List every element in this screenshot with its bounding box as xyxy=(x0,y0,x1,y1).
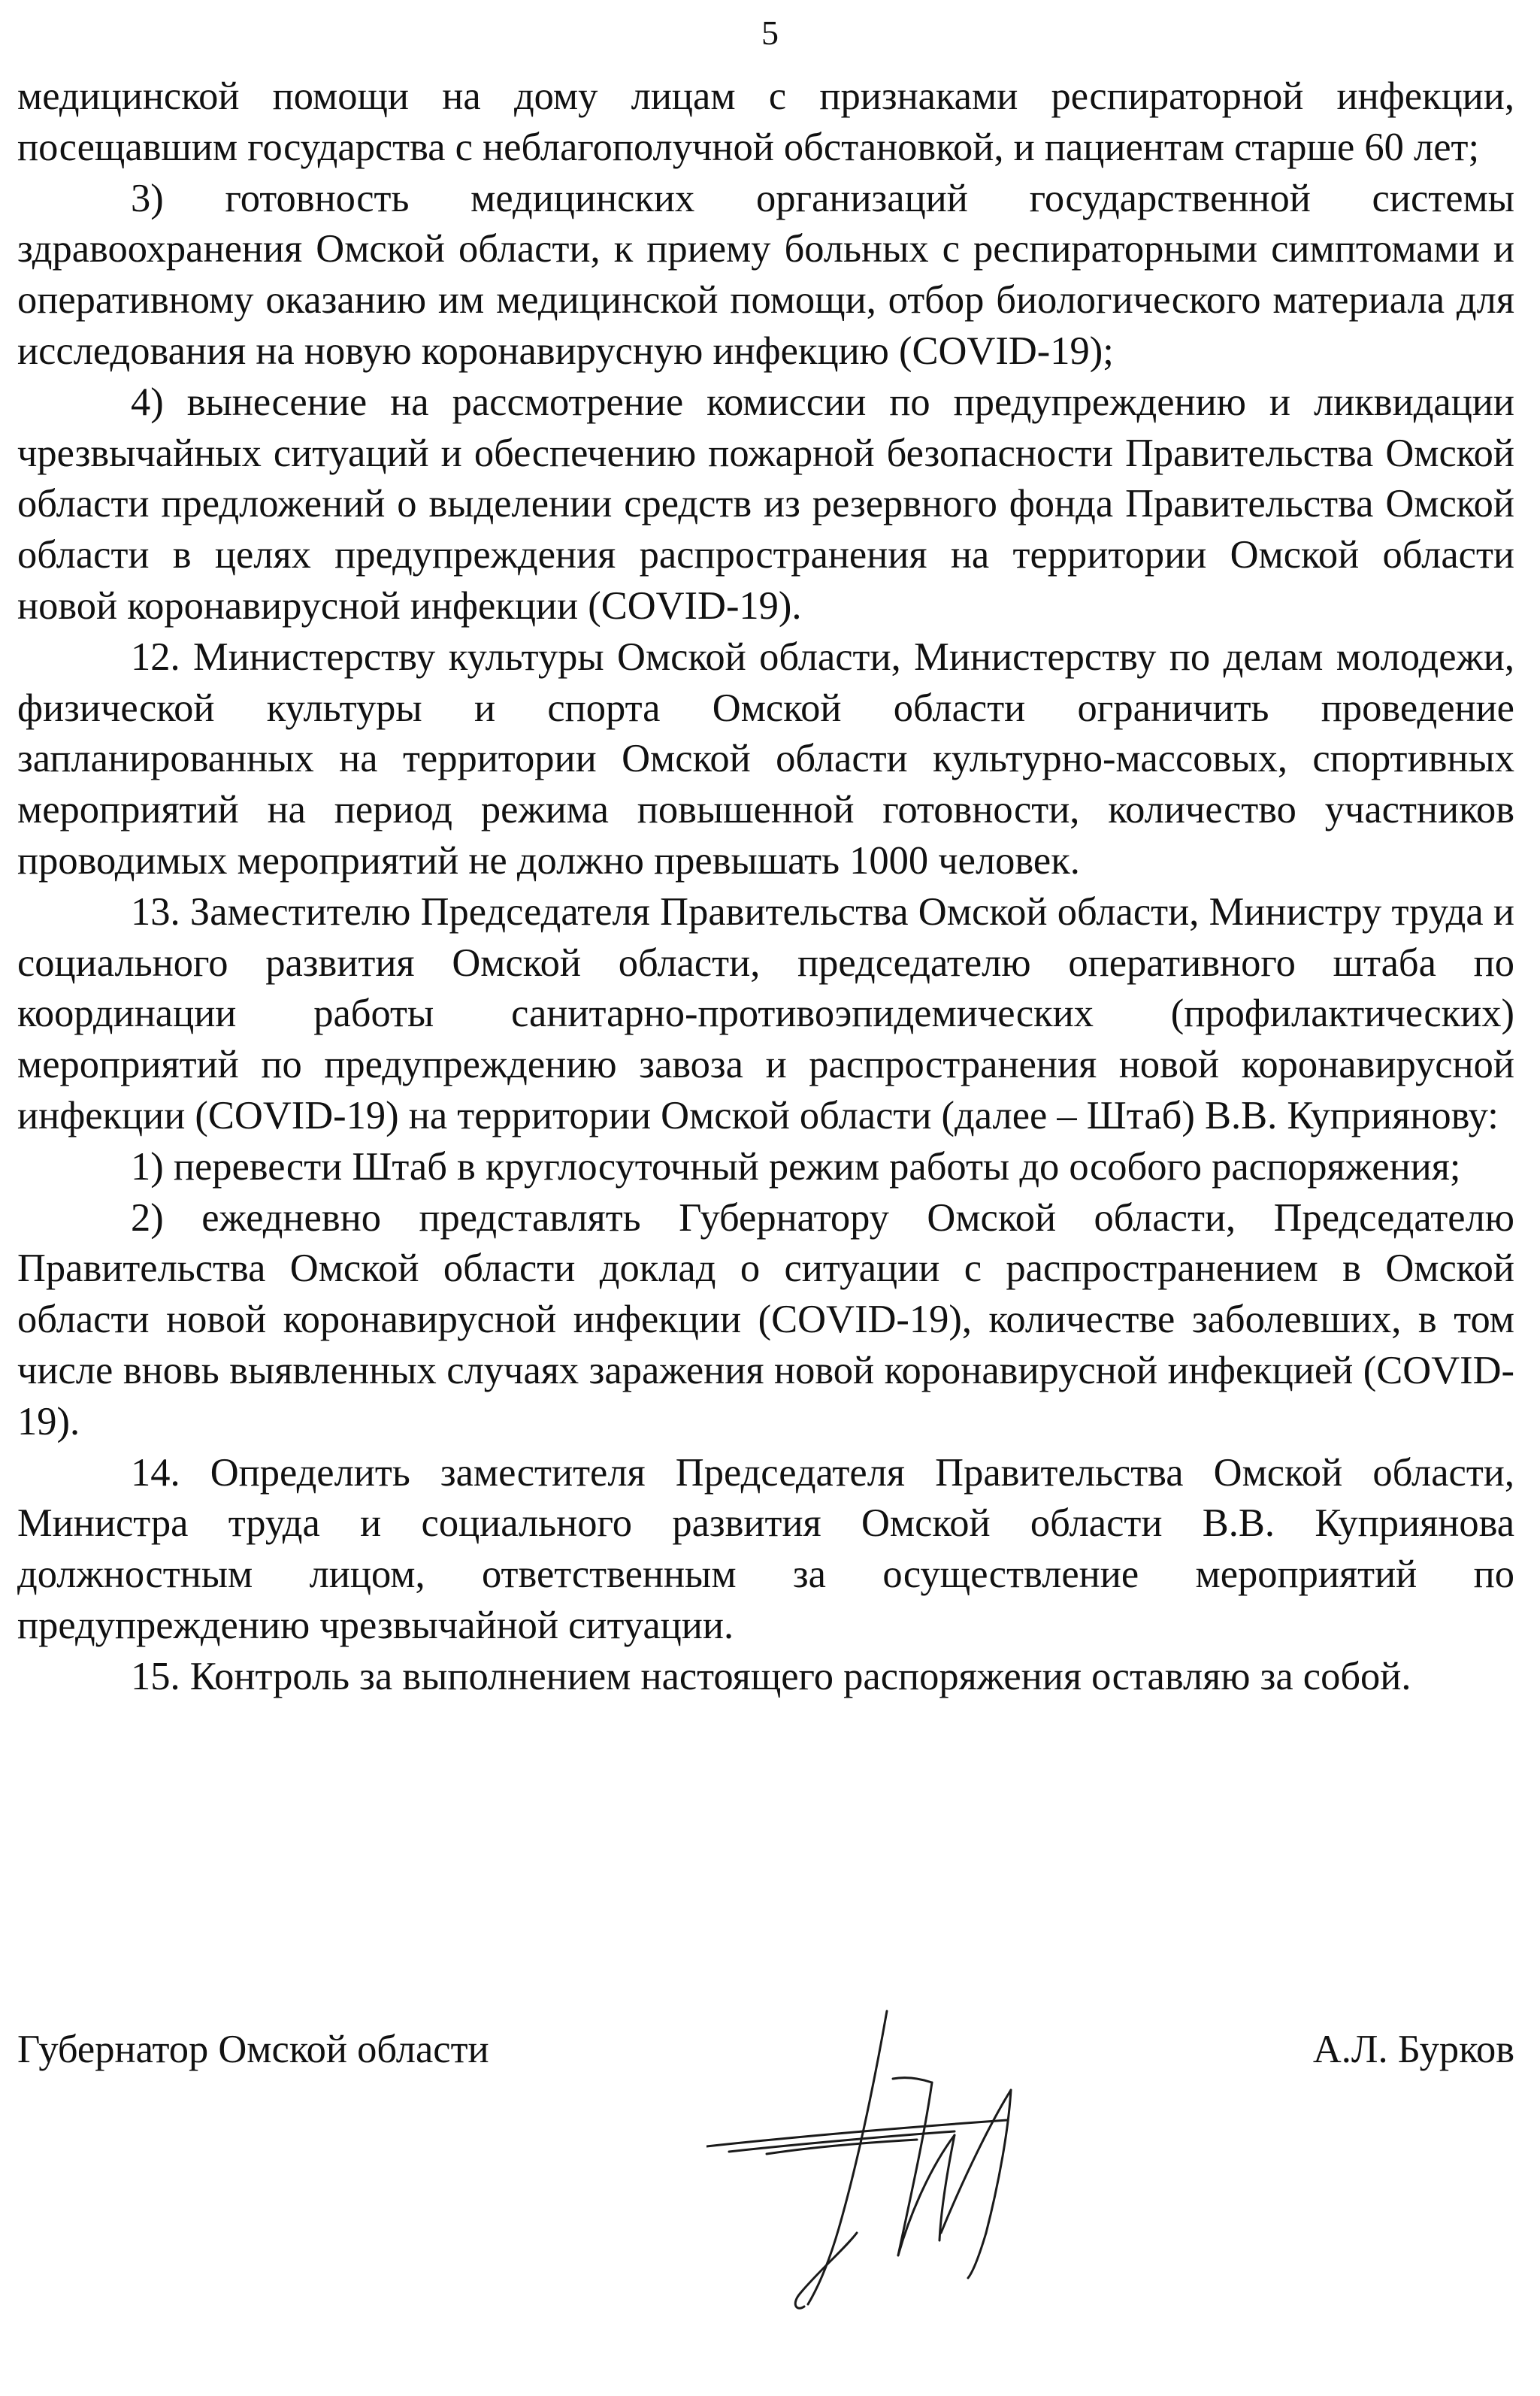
paragraph: 14. Определить заместителя Председателя Правительства Омской области, Министра труда и социального развития Омской области В.В. Куприянова должностным лицом, ответственным за осуществление мероприятий по предупреждению чрезвычайной ситуации. xyxy=(17,1450,1514,1647)
paragraph: 12. Министерству культуры Омской области, Министерству по делам молодежи, физической культуры и спорта Омской области ограничить проведение запланированных на территории Омской области культурно-массовых, спортивных мероприятий на период режима повышенной готовности, количество участников проводимых мероприятий не должно превышать 1000 человек. xyxy=(17,635,1514,883)
signer-name: А.Л. Бурков xyxy=(1312,2028,1514,2071)
paragraph: медицинской помощи на дому лицам с признаками респираторной инфекции, посещавшим государства с неблагополучной обстановкой, и пациентам старше 60 лет; xyxy=(17,74,1514,169)
paragraph: 13. Заместителю Председателя Правительства Омской области, Министру труда и социального развития Омской области, председателю оперативного штаба по координации работы санитарно-противоэпидемических (профилактических) мероприятий по предупреждению завоза и распространения новой коронавирусной инфекции (COVID-19) на территории Омской области (далее – Штаб) В.В. Куприянову: xyxy=(17,889,1514,1137)
paragraph: 2) ежедневно представлять Губернатору Омской области, Председателю Правительства Омской области доклад о ситуации с распространением в Омской области новой коронавирусной инфекции (COVID-19), количестве заболевших, в том числе вновь выявленных случаях заражения новой коронавирусной инфекцией (COVID-19). xyxy=(17,1195,1514,1443)
paragraph: 1) перевести Штаб в круглосуточный режим работы до особого распоряжения; xyxy=(131,1144,1461,1189)
handwritten-signature xyxy=(706,2007,1188,2323)
signer-title: Губернатор Омской области xyxy=(17,2028,489,2071)
paragraph: 3) готовность медицинских организаций государственной системы здравоохранения Омской области, к приему больных с респираторными симптомами и оперативному оказанию им медицинской помощи, отбор биологического материала для исследования на новую коронавирусную инфекцию (COVID-19); xyxy=(17,176,1514,373)
page-number: 5 xyxy=(761,14,779,52)
paragraph: 15. Контроль за выполнением настоящего распоряжения оставляю за собой. xyxy=(131,1654,1411,1698)
paragraph: 4) вынесение на рассмотрение комиссии по предупреждению и ликвидации чрезвычайных ситуаций и обеспечению пожарной безопасности Правительства Омской области предложений о выделении средств из резервного фонда Правительства Омской области в целях предупреждения распространения на территории Омской области новой коронавирусной инфекции (COVID-19). xyxy=(17,380,1514,628)
document-body xyxy=(17,71,1514,1703)
